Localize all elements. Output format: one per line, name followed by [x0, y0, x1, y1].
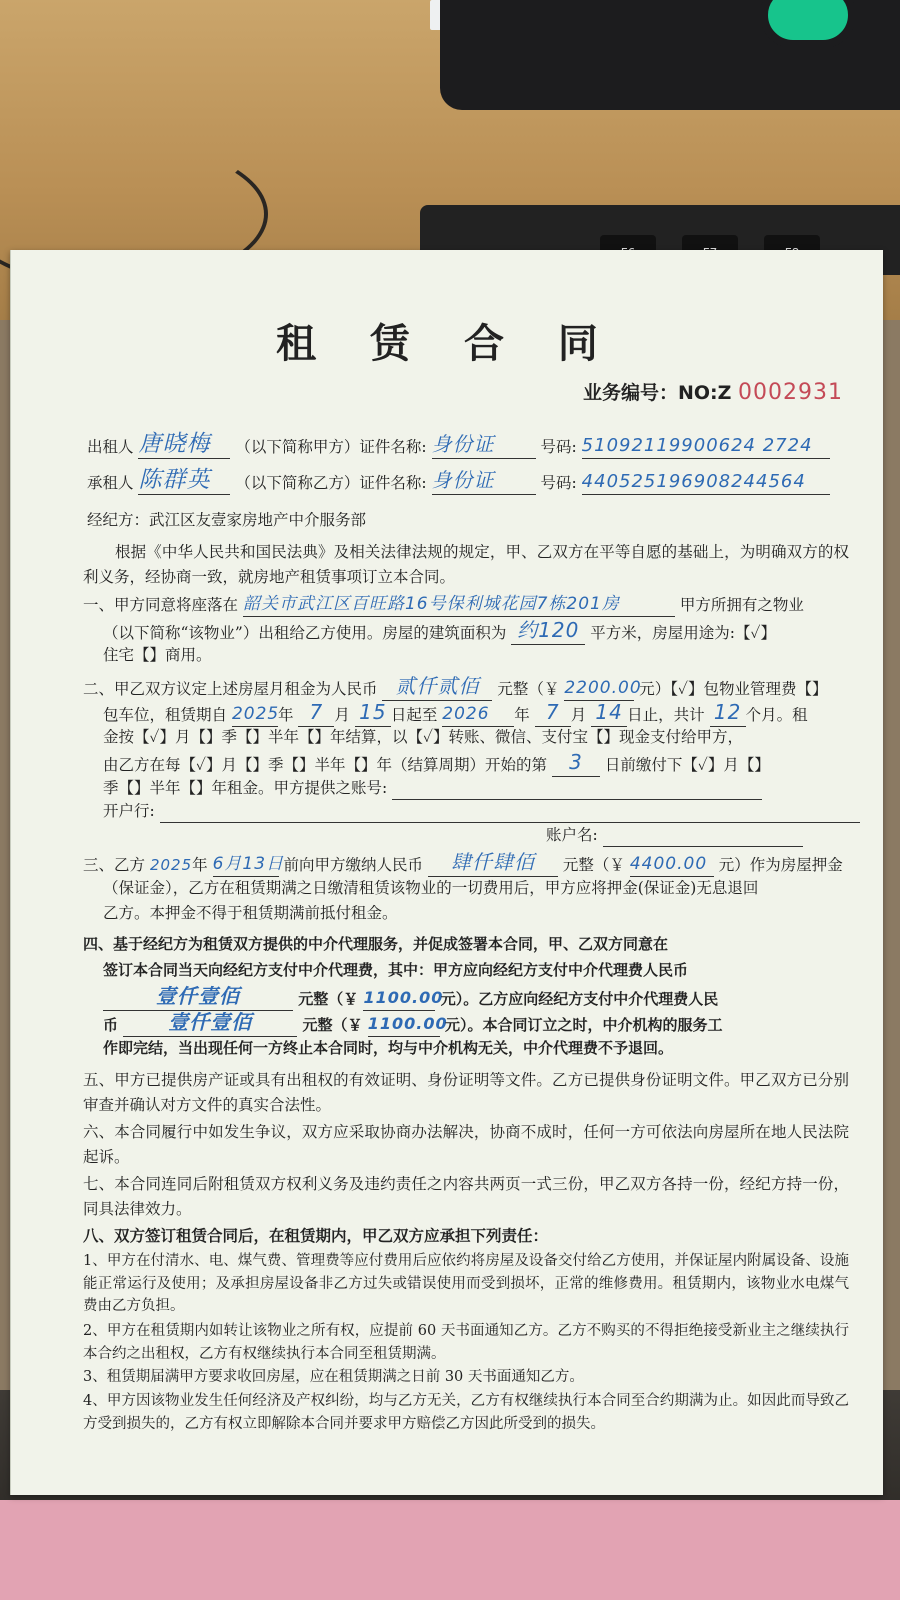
clause2-text-f: 由乙方在每【✓】月【】季【】半年【】年（结算周期）开始的第	[103, 756, 547, 774]
lessor-id-no: 51092119900624 2724	[581, 435, 813, 456]
lessee-id-type-field	[432, 468, 536, 495]
fee2-words: 壹仟壹佰	[168, 1010, 253, 1034]
clause1-area: 约120	[517, 618, 580, 642]
clause1-area-field	[511, 618, 585, 645]
clause2-line2: 包车位，租赁期自 2025年 7 月 15 日起至 2026 年 7 月 14 日止，共计 12 个月。租	[103, 700, 853, 727]
account-line	[546, 822, 853, 847]
end-month-field	[535, 700, 571, 727]
account-no-field	[392, 775, 762, 800]
fee1-words: 壹仟壹佰	[156, 984, 240, 1008]
deposit-num-field	[630, 852, 714, 877]
bank-label: 开户行:	[103, 802, 155, 820]
total-months: 12	[713, 700, 742, 724]
fee1-num: 1100.00	[363, 988, 444, 1007]
lessee-id-no: 440525196908244564	[581, 471, 806, 492]
clause8-item1: 1、甲方在付清水、电、煤气费、管理费等应付费用后应依约将房屋及设备交付给乙方使用，并保证屋内附属设备、设施能正常运行及使用；及承担房屋设备非乙方过失或错误使用而受到损坏，正常的维修费用。租赁期内，该物业水电煤气费由乙方负担。	[83, 1253, 849, 1314]
deposit-date-field	[212, 852, 285, 877]
clause2-rent-words: 贰仟贰佰	[395, 674, 480, 698]
clause1-address: 韶关市武江区百旺路16号保利城花园7栋201房	[242, 594, 620, 614]
business-number	[583, 378, 843, 405]
end-year-field	[442, 702, 514, 727]
clause8-item3: 3、租赁期届满甲方要求收回房屋，应在租赁期满之日前 30 天书面通知乙方。	[83, 1369, 584, 1385]
clause2-text-h: 季【】半年【】年租金。甲方提供之账号:	[103, 779, 388, 797]
clause4-text-f: 元）。本合同订立之时，中介机构的服务工	[444, 1016, 723, 1034]
clause1-line2	[103, 618, 853, 645]
green-object	[760, 0, 856, 48]
business-number-label: 业务编号：NO:Z	[582, 382, 732, 404]
clause4-line3	[103, 984, 853, 1011]
clause8-item2: 2、甲方在租赁期内如转让该物业之所有权，应提前 60 天书面通知乙方。乙方不购买的不得拒绝接受新业主之继续执行本合约之出租权，乙方有权继续执行本合同至租赁期满。	[83, 1323, 849, 1362]
clause3-line3: 乙方。本押金不得于租赁期满前抵付租金。	[103, 904, 398, 922]
start-day-field	[355, 700, 391, 727]
clause4-text-c: 元整（￥	[298, 990, 359, 1008]
fee2-num: 1100.00	[367, 1014, 448, 1033]
lessor-name: 唐晓梅	[138, 431, 211, 457]
clause3-text-b: 前向甲方缴纳人民币	[283, 856, 424, 874]
lessor-id-no-label: 号码:	[540, 438, 577, 456]
clause2-rent-words-field	[382, 674, 492, 701]
deposit-words-field	[428, 850, 558, 877]
fee2-num-field	[367, 1012, 448, 1037]
clause2-line4	[103, 750, 853, 777]
clause5: 五、甲方已提供房产证或具有出租权的有效证明、身份证明等文件。乙方已提供身份证明文件。甲乙双方已分别审查并确认对方文件的真实合法性。	[83, 1071, 849, 1114]
clause4-text-e: 币	[103, 1016, 119, 1034]
clause1-line3: 住宅【】商用。	[103, 646, 212, 664]
business-number-value: 0002931	[738, 380, 843, 405]
lessee-name: 陈群英	[138, 467, 211, 493]
fee1-words-field	[103, 984, 293, 1011]
clause3-line1: 三、乙方 2025年 6月13日 前向甲方缴纳人民币 肆仟肆佰 元整（￥ 4400.00 元）作为房屋押金	[83, 850, 853, 877]
clause2-text-a: 二、甲乙双方议定上述房屋月租金为人民币	[83, 680, 378, 698]
months-field	[710, 700, 746, 727]
clause2-line5	[103, 775, 853, 800]
clause4-line1: 四、基于经纪方为租赁双方提供的中介代理服务，并促成签署本合同，甲、乙双方同意在	[83, 935, 669, 953]
lessee-name-field	[138, 468, 230, 495]
clause8-title: 八、双方签订租赁合同后，在租赁期内，甲乙双方应承担下列责任：	[83, 1226, 549, 1245]
contract-paper	[10, 250, 883, 1495]
end-day-field	[591, 700, 627, 727]
pay-day: 3	[569, 750, 583, 774]
lessee-id-no-field	[582, 470, 830, 495]
deposit-year: 2025	[149, 856, 193, 874]
clause2-line3: 金按【✓】月【】季【】半年【】年结算，以【✓】转账、微信、支付宝【】现金支付给甲方，	[103, 728, 743, 746]
lessee-label: 承租人	[87, 474, 134, 492]
end-month: 7	[545, 700, 560, 724]
clause6: 六、本合同履行中如发生争议，双方应采取协商办法解决，协商不成时，任何一方可依法向房屋所在地人民法院起诉。	[83, 1123, 849, 1166]
clause3-text-a: 三、乙方	[83, 856, 146, 874]
bank-field	[160, 798, 860, 823]
deposit-num: 4400.00	[629, 854, 708, 874]
clause7: 七、本合同连同后附租赁双方权利义务及违约责任之内容共两页一式三份，甲乙双方各持一份，经纪方持一份，同具法律效力。	[83, 1175, 849, 1218]
intro-paragraph: 根据《中华人民共和国民法典》及相关法律法规的规定，甲、乙双方在平等自愿的基础上，为明确双方的权利义务，经协商一致，就房地产租赁事项订立本合同。	[83, 543, 849, 586]
lessor-row	[87, 432, 853, 459]
pink-surface	[0, 1500, 900, 1600]
clause3-text-c: 元整（￥	[562, 856, 625, 874]
lessor-id-type: 身份证	[431, 432, 495, 456]
clause4-line4	[103, 1010, 853, 1037]
clause8-item4: 4、甲方因该物业发生任何经济及产权纠纷，均与乙方无关，乙方有权继续执行本合同至合约期满为止。如因此而导致乙方受到损失的，乙方有权立即解除本合同并要求甲方赔偿乙方因此所受到的损失。	[83, 1393, 849, 1432]
deposit-words: 肆仟肆佰	[450, 850, 535, 874]
clause4-line5: 作即完结，当出现任何一方终止本合同时，均与中介机构无关，中介代理费不予退回。	[103, 1039, 674, 1057]
lessor-id-type-field	[432, 432, 536, 459]
clause1-text-b: 甲方所拥有之物业	[679, 596, 804, 614]
clause2-line1	[83, 674, 853, 701]
account-name-field	[603, 822, 803, 847]
lessor-alias: （以下简称甲方）证件名称:	[235, 438, 427, 456]
start-month-field	[298, 700, 334, 727]
clause4-text-c2: 元整（￥	[302, 1016, 363, 1034]
clause3-text-d: 元）作为房屋押金	[718, 856, 843, 874]
clause1-text-c: （以下简称“该物业”）出租给乙方使用。房屋的建筑面积为	[103, 624, 507, 642]
lessor-label: 出租人	[87, 438, 134, 456]
lessee-id-type: 身份证	[431, 468, 495, 492]
clause1-text-d: 平方米，房屋用途为:【✓】	[590, 624, 776, 642]
lessor-id-no-field	[582, 434, 830, 459]
clause2-text-b: 元整（￥	[497, 680, 560, 698]
deposit-date: 6月13日	[212, 854, 285, 874]
fee1-num-field	[363, 986, 444, 1011]
clause3-line2: （保证金），乙方在租赁期满之日缴清租赁该物业的一切费用后，甲方应将押金(保证金)无息退回	[103, 879, 759, 897]
clause4-text-d: 元）。乙方应向经纪方支付中介代理费人民	[440, 990, 719, 1008]
agent-line: 经纪方：武江区友壹家房地产中介服务部	[87, 511, 367, 529]
clause1-line1	[83, 592, 853, 617]
start-day: 15	[359, 700, 387, 724]
pay-day-field	[552, 750, 600, 777]
lessee-id-no-label: 号码:	[540, 474, 577, 492]
clause2-rent-num: 2200.00	[564, 678, 642, 698]
lessee-row	[87, 468, 853, 495]
clause2-rent-num-field	[564, 676, 642, 701]
lessor-name-field	[138, 432, 230, 459]
clause4-line2: 签订本合同当天向经纪方支付中介代理费，其中：甲方应向经纪方支付中介代理费人民币	[103, 961, 689, 979]
bank-line	[103, 798, 853, 823]
start-year-field	[232, 702, 278, 727]
clause1-text-a: 一、甲方同意将座落在	[83, 596, 239, 614]
account-label: 账户名:	[546, 826, 598, 844]
end-day: 14	[595, 700, 623, 724]
start-year: 2025	[231, 704, 280, 724]
fee2-words-field	[123, 1010, 297, 1037]
clause1-address-field	[243, 592, 675, 617]
clause2-text-g: 日前缴付下【✓】月【】	[604, 756, 770, 774]
clause2-text-d: 包车位，租赁期自	[103, 706, 228, 724]
clause2-text-c: 元）【✓】包物业管理费【】	[639, 680, 828, 698]
start-month: 7	[309, 700, 324, 724]
contract-title: 租 赁 合 同	[276, 320, 618, 367]
lessee-alias: （以下简称乙方）证件名称:	[235, 474, 427, 492]
end-year: 2026	[442, 704, 490, 724]
